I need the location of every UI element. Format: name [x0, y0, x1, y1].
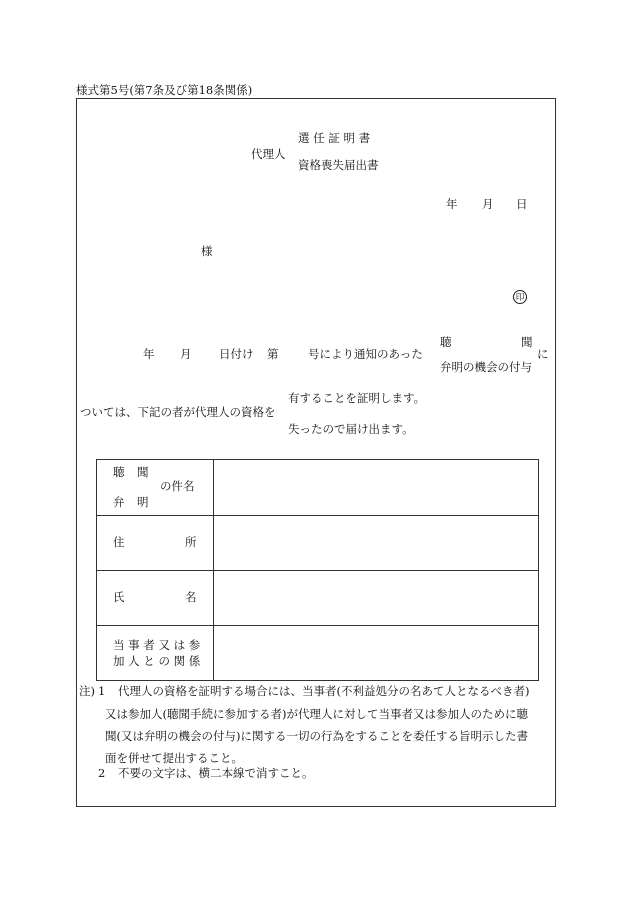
table-row: [97, 626, 539, 681]
date-year: 年: [446, 197, 458, 211]
note1-line4: 面を併せて提出すること。: [105, 751, 243, 765]
case-name-field[interactable]: [214, 460, 539, 516]
notice-day-dated: 日付け: [219, 347, 254, 361]
title-line1: 選 任 証 明 書: [298, 131, 371, 145]
notice-hearing-top-right: 聞: [521, 335, 533, 349]
table-row: [97, 460, 539, 516]
case-name-label-cell: [97, 460, 214, 516]
addressee-suffix: 様: [201, 244, 213, 258]
statement-prefix: ついては、下記の者が代理人の資格を: [80, 405, 276, 419]
notice-year: 年: [143, 347, 155, 361]
note1-line1: 代理人の資格を証明する場合には、当事者(不利益処分の名あて人となるべき者): [118, 684, 530, 698]
name-label-a: 氏: [113, 590, 125, 604]
title-prefix: 代理人: [251, 147, 286, 161]
relation-label-line1: 当 事 者 又 は 参: [113, 638, 201, 652]
seal-label: 印: [515, 293, 525, 303]
notes-prefix: 注): [79, 684, 95, 698]
title-line2: 資格喪失届出書: [298, 158, 379, 172]
address-field[interactable]: [214, 516, 539, 571]
address-label-b: 所: [185, 535, 197, 549]
case-label-bottom-b: 明: [137, 495, 149, 509]
relation-field[interactable]: [214, 626, 539, 681]
notice-hearing-bottom: 弁明の機会の付与: [440, 360, 532, 374]
statement-option1: 有することを証明します。: [288, 391, 426, 405]
relation-label-cell: [97, 626, 214, 681]
notice-particle: に: [537, 347, 549, 361]
note1-number: 1: [98, 684, 106, 698]
statement-option2: 失ったので届け出ます。: [288, 422, 414, 436]
notice-hearing-top-left: 聴: [440, 335, 452, 349]
table-row: [97, 516, 539, 571]
note1-line3: 聞(又は弁明の機会の付与)に関する一切の行為をすることを委任する旨明示した書: [105, 729, 528, 743]
date-month: 月: [482, 197, 494, 211]
name-label-b: 名: [185, 590, 197, 604]
notice-number-prefix: 第: [267, 347, 279, 361]
note2-number: 2: [98, 766, 106, 780]
address-label-cell: [97, 516, 214, 571]
notice-month: 月: [180, 347, 192, 361]
case-label-top-a: 聴: [113, 465, 125, 479]
case-label-bottom-a: 弁: [113, 495, 125, 509]
address-label-a: 住: [113, 535, 125, 549]
notice-number-suffix: 号により通知のあった: [308, 347, 423, 361]
date-day: 日: [516, 197, 528, 211]
note1-line2: 又は参加人(聴聞手続に参加する者)が代理人に対して当事者又は参加人のために聴: [105, 707, 528, 721]
case-label-top-b: 聞: [137, 465, 149, 479]
seal-mark: [513, 290, 527, 304]
name-label-cell: [97, 571, 214, 626]
relation-label-line2: 加 人 と の 関 係: [113, 654, 201, 668]
note2-text: 不要の文字は、横二本線で消すこと。: [118, 766, 314, 780]
table-row: [97, 571, 539, 626]
form-number: 様式第5号(第7条及び第18条関係): [76, 83, 253, 97]
name-field[interactable]: [214, 571, 539, 626]
details-table: [96, 459, 539, 681]
case-label-middle: の件名: [160, 479, 195, 493]
